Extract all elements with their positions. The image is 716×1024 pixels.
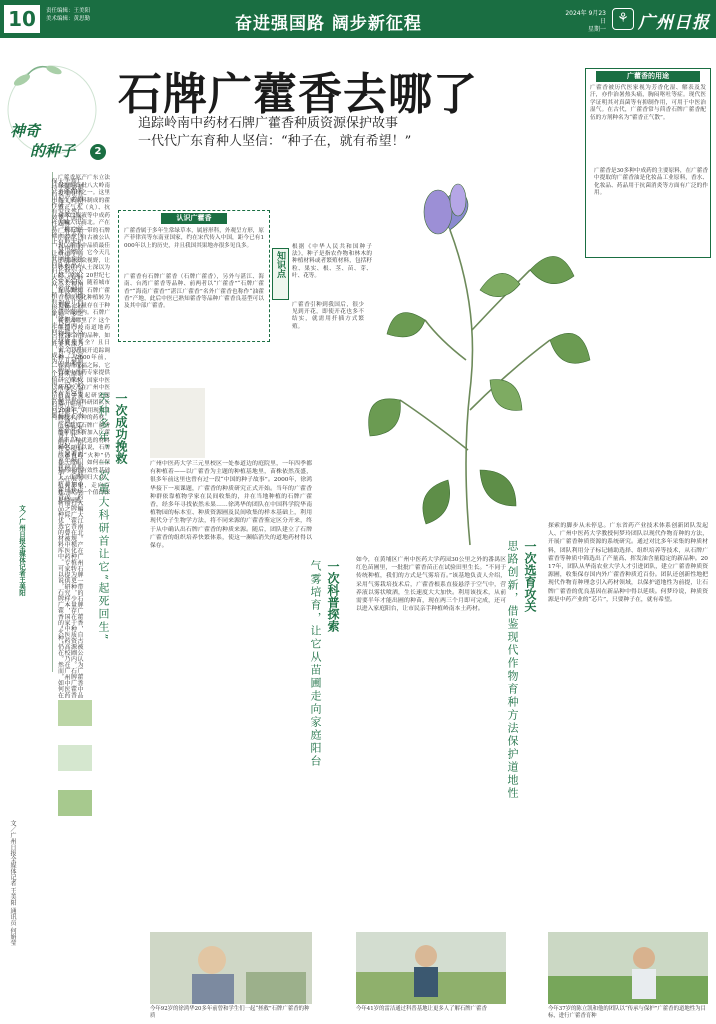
- knowledge-title: 知识点: [272, 248, 289, 300]
- section-3-subtitle: 思路创新，借鉴现代作物育种方法保护道地性: [506, 540, 519, 800]
- column-number-badge: 2: [90, 144, 106, 160]
- section-3-photo: [548, 932, 708, 1004]
- nursery-photo-icon: [356, 932, 506, 1004]
- section-3-title: 一次选育攻关: [523, 540, 537, 612]
- box-intro-para-2: 广藿香有石牌广藿香（石牌广藿香），另外与湛江、海南、台湾广藿香等品种、前两者以“广藿香”“石牌广藿香”“海南广藿香”“湛江广藿香”名外广藿香也称作“油藿香”产地，此后中医已熟知藿香等品种广藿香良基型可以及其中部广藿香。: [124, 274, 264, 310]
- byline-credit: 文／广州日报全媒体记者 王美阳 通讯员 何娟莹: [9, 820, 16, 946]
- greenhouse-photo-icon: [548, 932, 708, 1004]
- elderly-professor-photo-icon: [150, 932, 312, 1004]
- box-intro-para-1: 广藿香属于多年生常绿草本，属唇形科，外观呈方形，原产菲律宾等东南亚国家，约在宋代传入中国，距今已有1000年以上的历史，并且我国其果地亦很多见良多。: [124, 228, 264, 249]
- caption-2: 今年41岁的雷洁通过科普基地让更多人了解石牌广藿香: [356, 1006, 487, 1012]
- section-2-photo: [356, 932, 506, 1004]
- caption-1: 今年92岁的徐鸿华20多年前曾和学生们一起“拯救”石牌广藿香的种质: [150, 1006, 310, 1019]
- page-number: 10: [4, 5, 40, 33]
- lead-paragraph: 广藿香原产广东立法保护的首批八大岭南道地药材之一。这里为生家原料制成的藿香正气水（丸）、抗病毒口服液等中成药大鳊大江南北。产在广州石牌一带的石牌广藿香，自古被公认为广藿香中品质最佳者。然而，它今天几乎演出公众视野，让许多业内人士深以为憾。原来，20世纪七八十年代，随着城市发展加快，石牌广藿香在规模化种植转为更种，少量存在于种质资源圃内。石牌广藿香去哪里了？这个绑揽乃岭南道地药材“家谷”的品种，如何能使其全？且日来，记者展开追踪调查——2000年前，在黄埔茂福之际，它曾被中医药专家提供研究样本，国家中医药高校乃在广州中医药大学发起研究课题，而有科研团队长20余年，利用现代生物技术育种的药材，所有黏度石牌广藿香的种质重新加入广藿香新品种优选的材料库中。可以说，石牌广藿香的“火种”仍在。然而，如何在保持药用作有效性基础上，让其回归大众，稍有形象，走向百姓，成为一个值得深思的问题。: [58, 175, 110, 504]
- editor-credit: [46, 8, 90, 23]
- headline-title: 石牌广藿香去哪了: [118, 69, 478, 120]
- date-line-2: 星期一: [587, 26, 606, 33]
- section-slogan: 奋进强国路 阔步新征程: [235, 14, 422, 34]
- leaf-thumbnail-2: [58, 745, 92, 771]
- box-intro-label: 认识广藿香: [161, 213, 227, 224]
- section-2-text: 如今，在黄埔区广州中医药大学药园30公里之外的番禺区红色苗圃里，一批批广藿香苗正在试验田里生长。“不同于传统种植，我们的方式是气雾培育。”该基地负责人介绍，采用气雾栽培技术后，广藿香根系直接悬浮于空气中，营养液以雾状喷洒，生长速度大大加快。利用该技术，从前需要半年才能出圃的种苗，现在两三个月即可完成，还可以进入家庭阳台，让市民亲手种植岭南本土药材。: [356, 557, 506, 613]
- knowledge-text-2: 广藿香引种到我国后，很少见到开花，即使开花也多不结实，就需用扦插方式繁殖。: [292, 302, 364, 330]
- section-1-title: 一次成功挽救: [114, 392, 128, 464]
- section-2-subtitle: 气雾培育，让它从苗圃走向家庭阳台: [309, 560, 322, 768]
- newspaper-logo: 广州日报: [638, 13, 710, 33]
- box-uses-para-1: 广藿香被历代医家视为芳香化湿、解表及发汗，亦作治暑热头痛，胸闷呕吐等症。现代医学证明其对真菌等有抑制作用，可用于中医治湿气。在古代，广藿香常与茴香石牌广藿香配伍的方剂种名为“藿香正气散”。: [590, 85, 706, 121]
- box-uses-label: 广藿香的用途: [596, 71, 700, 82]
- byline-vertical: 文／广州日报全媒体记者王美阳: [18, 505, 26, 596]
- date-line-1: 2024年 9月23日: [565, 10, 606, 25]
- leaf-thumbnail-1: [58, 700, 92, 726]
- caption-3: 今年37岁的陈立凯和他的团队以“传承与保护”广藿香的道地性为目标，进行广藿香育种: [548, 1006, 706, 1019]
- section-2-title: 一次科普探索: [326, 560, 340, 632]
- headline-subtitle-1: 追踪岭南中药材石牌广藿香种质资源保护故事: [138, 116, 399, 131]
- section-1-text: 广州中医药大学三元里校区一处参道边的庭院里，一年四季都有种植着——以广藿香为主题的种植基地里，苗株依然茂盛，很多年前这里也曾有过一段“中国的种子故事”。2000年，徐鸿华接下一项课题，广藿香的种质研究正式开始。当年的广藿香种群依靠植物学家在民间收集的，并在当地种植的石牌广藿香，经多年寻找依然未果……徐鸿华的团队在中国科学院华南植物园的标本室、种质资源圃及民间收集的样本基础上，利用现代分子生物学方法，将不同来源的广藿香鉴定区分开来，终于从中确认出石牌广藿香的种质来源。随后，团队建立了石牌广藿香的组织培养快繁体系，使这一濒临消失的道地药材得以保存。: [150, 461, 312, 550]
- section-1-inset-image: [150, 388, 205, 458]
- box-uses-para-2: 广藿香是30多种中成药的主要原料，在广藿香中提取的广藿香油是化妆品工业原料，香水、化妆品、药品用于抗菌消炎等方面有广泛的作用。: [594, 168, 708, 197]
- column-name-line1: 神奇: [10, 122, 41, 140]
- section-1-subtitle: 失种多年，一次重大科研首让它“起死回生”: [97, 392, 110, 642]
- leaf-thumbnail-3: [58, 790, 92, 816]
- knowledge-text-1: 根据《中华人民共和国种子法》，种子是指农作物和林木的种植材料或者繁殖材料，包括籽粒、果实、根、茎、苗、芽、叶、花等。: [292, 244, 372, 279]
- section-1-photo: [150, 932, 312, 1004]
- column-name-line2: 的种子: [30, 142, 76, 160]
- editor-line-1: 责任编辑：王美阳: [46, 8, 91, 14]
- editor-line-2: 美术编辑：黄思勤: [46, 15, 91, 22]
- headline-subtitle-2: 一代代广东育种人坚信：“种子在，就有希望！”: [138, 134, 412, 149]
- newspaper-logo-icon: ⚘: [612, 8, 634, 30]
- lead-paragraph-part-a: 广藿香原产广东立法保护的首批八大岭南道地药材之一。这里为生家原料制成的藿香正气水（丸）、抗病毒口服液等中成药大鳊大江南北。产在广州石牌一带的石牌广藿香，自古被公认为广藿香中品质最佳者。然而，它今天几乎演出公众视野，让许多业内人士深以为憾。原来，20世纪七八十年代，随着城市发展加快，石牌广藿香在规模化种植转为更种，少量存在于种质资源圃内。石牌广藿香去哪里了？这个绑揽乃岭南道地药材“家谷”的品种，如何能使其全？且日来，记者展开追踪调查——2000年前，在黄埔茂福之际，它曾被中医药专家提供研究样本，国家中医药高校乃在广州中医药大学发起研究课题，而有科研团队长20余年，利用现代生物技术育种的药材，所有黏度石牌广藿香的种质重新加入广藿香新品种优选的材料库中。可以说，石牌广藿香的“火种”仍在。然而，如何在保持药用作有效性基础上，让其回归大众，稍有形象，走向百姓，成为一个值得深思的问题。: [50, 178, 83, 698]
- box-intro: [118, 210, 270, 342]
- patchouli-illustration: [330, 150, 600, 550]
- section-3-text: 探索的脚步从未停息。广东省药产业技术体系创新团队发起人、广州中医药大学教授何梦玲团队以现代作物育种的方法，开展广藿香种质资源的系统研究。通过对比多年采集的种质材料，团队利用分子标记辅助选择、组织培养等技术，从石牌广藿香等种质中筛选出了产量高、挥发油含量稳定的新品种。2017年，团队从华南农业大学人才引进团队，建立广藿香种质资源圃，收集保存国内外广藿香种质近百份。团队还创新性地把现代作物育种理念引入药材领域，以保护道地性为前提，让石牌广藿香的优良基因在新品种中得以延续。何梦玲说，种质资源是中药产业的“芯片”，只要种子在，就有希望。: [548, 523, 708, 603]
- issue-date: [560, 10, 606, 34]
